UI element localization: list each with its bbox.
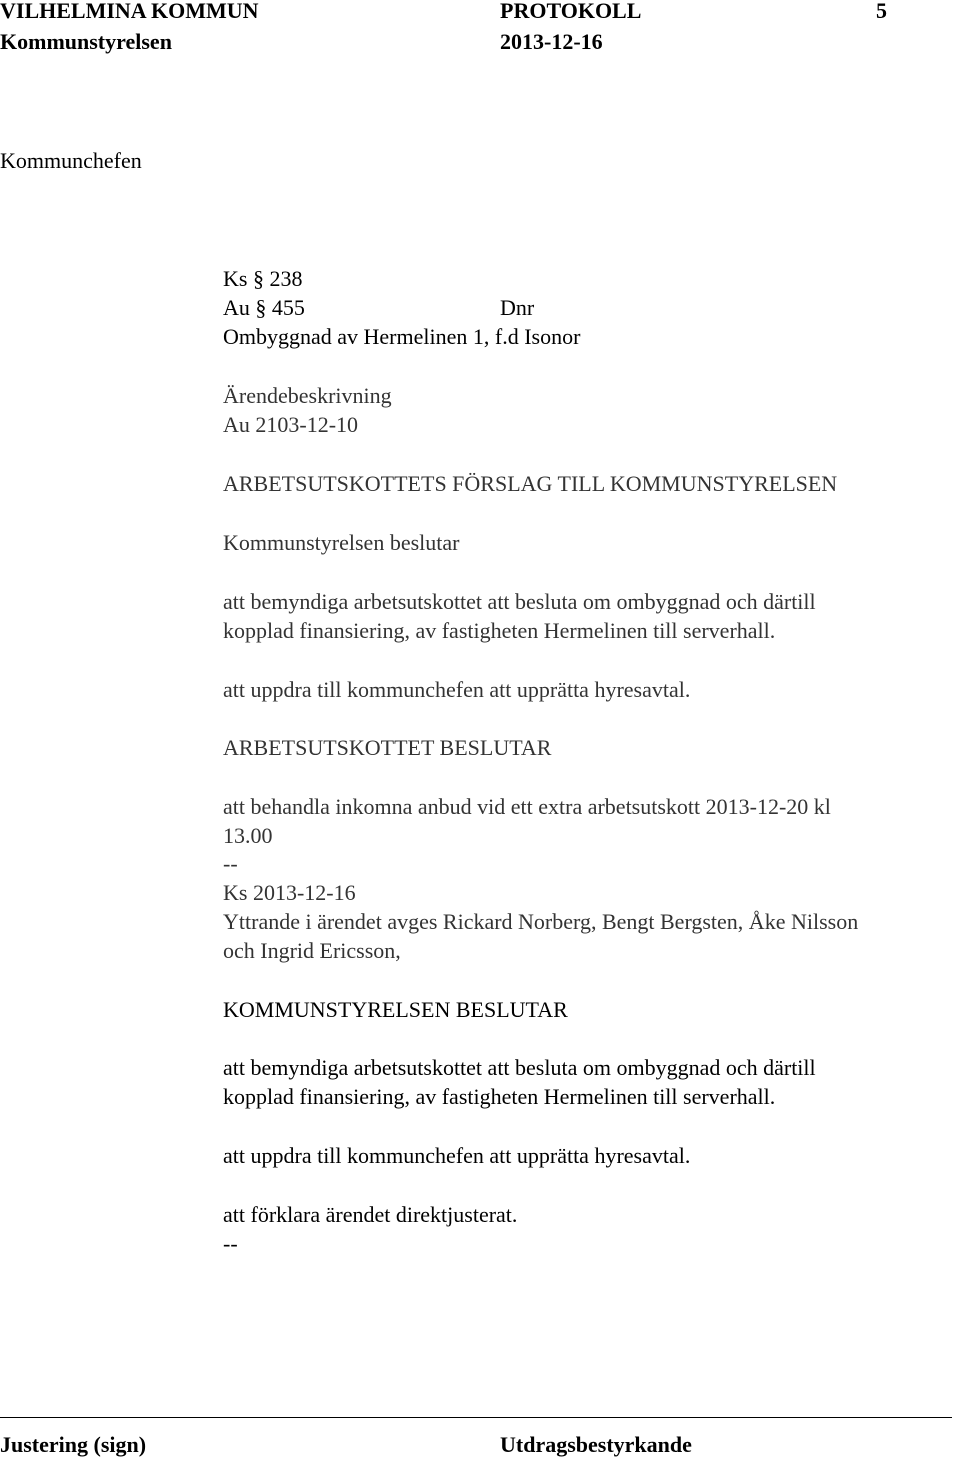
header-page-number: 5 — [876, 0, 887, 23]
proposal-item-2: att uppdra till kommunchefen att upprätta hyresavtal. — [223, 677, 691, 702]
case-au-line: Au § 455 — [223, 295, 305, 320]
footer-utdragsbestyrkande: Utdragsbestyrkande — [500, 1432, 692, 1457]
statement-line-2: och Ingrid Ericsson, — [223, 938, 401, 963]
proposal-intro: Kommunstyrelsen beslutar — [223, 530, 460, 555]
statement-line-1: Yttrande i ärendet avges Rickard Norberg, Bengt Bergsten, Åke Nilsson — [223, 909, 859, 934]
decision-item-2: att uppdra till kommunchefen att upprätta hyresavtal. — [223, 1143, 691, 1168]
decision-separator: -- — [223, 1231, 238, 1256]
separator-1: -- — [223, 851, 238, 876]
case-dnr-label: Dnr — [500, 295, 535, 320]
proposal-item-1-line-1: att bemyndiga arbetsutskottet att besluta om ombyggnad och därtill — [223, 589, 816, 614]
case-ks-line: Ks § 238 — [223, 266, 303, 291]
decision-item-3: att förklara ärendet direktjusterat. — [223, 1202, 518, 1227]
description-au-date: Au 2103-12-10 — [223, 412, 359, 437]
decision-item-1-line-2: kopplad finansiering, av fastigheten Hermelinen till serverhall. — [223, 1084, 776, 1109]
footer-justering: Justering (sign) — [0, 1432, 147, 1457]
department-label: Kommunchefen — [0, 148, 142, 173]
decision-item-1-line-1: att bemyndiga arbetsutskottet att besluta om ombyggnad och därtill — [223, 1055, 816, 1080]
footer-divider — [0, 1417, 952, 1418]
header-doc-type: PROTOKOLL — [500, 0, 642, 23]
header-date: 2013-12-16 — [500, 29, 603, 54]
ks-date: Ks 2013-12-16 — [223, 880, 356, 905]
description-heading: Ärendebeskrivning — [223, 383, 392, 408]
au-decision-line-1: att behandla inkomna anbud vid ett extra arbetsutskott 2013-12-20 kl — [223, 794, 831, 819]
decision-heading: KOMMUNSTYRELSEN BESLUTAR — [223, 997, 568, 1022]
header-body-name: Kommunstyrelsen — [0, 29, 172, 54]
header-municipality: VILHELMINA KOMMUN — [0, 0, 259, 23]
au-decision-line-2: 13.00 — [223, 823, 273, 848]
au-decision-heading: ARBETSUTSKOTTET BESLUTAR — [223, 735, 552, 760]
proposal-item-1-line-2: kopplad finansiering, av fastigheten Hermelinen till serverhall. — [223, 618, 776, 643]
case-title: Ombyggnad av Hermelinen 1, f.d Isonor — [223, 324, 581, 349]
proposal-heading: ARBETSUTSKOTTETS FÖRSLAG TILL KOMMUNSTYRELSEN — [223, 471, 838, 496]
